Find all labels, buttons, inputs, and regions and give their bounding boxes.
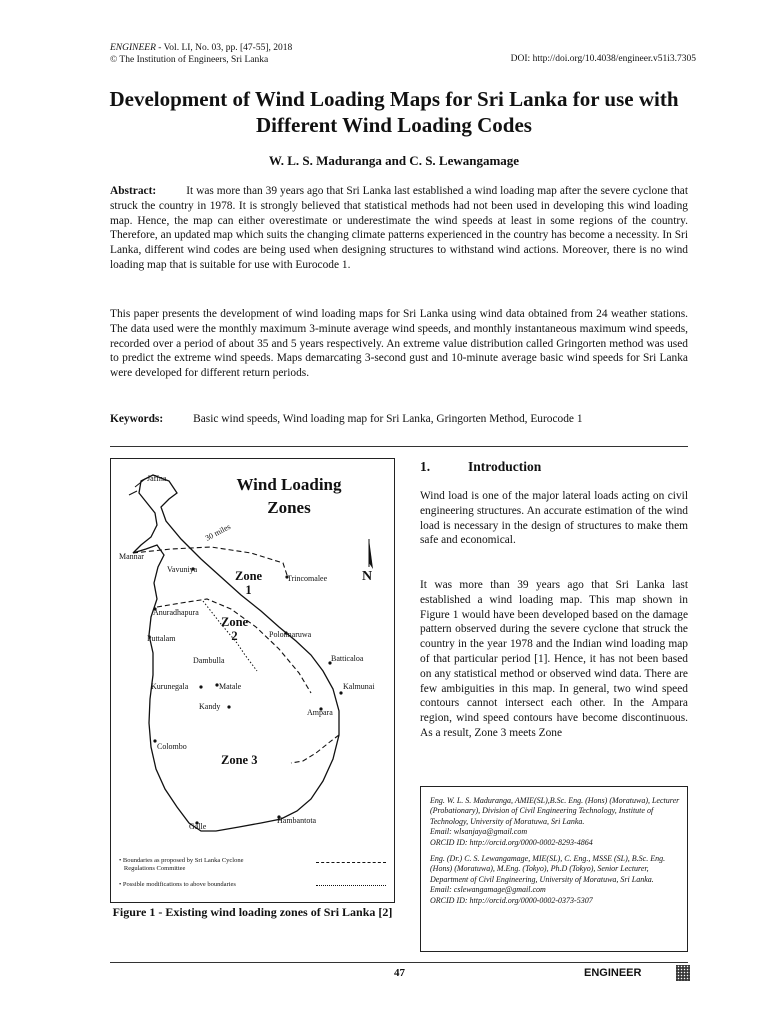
zone-3-label: Zone 3	[221, 753, 258, 767]
affiliation-2: Eng. (Dr.) C. S. Lewangamage, MIE(SL), C. Eng., MSSE (SL), B.Sc. Eng. (Hons) (Moratuwa), M.Eng. (Tokyo), Ph.D (Tokyo), Senior Lecturer, Department of Civil Engineering, University of Moratuwa, Sri Lanka.	[430, 854, 666, 884]
footer-divider	[110, 962, 688, 963]
place-jaffna: Jaffna	[147, 474, 167, 483]
page-number: 47	[394, 967, 405, 979]
keywords	[110, 412, 688, 427]
figure-caption: Figure 1 - Existing wind loading zones of Sri Lanka [2]	[112, 905, 393, 919]
place-kurunegala: Kurunegala	[151, 682, 189, 691]
journal-header	[110, 42, 292, 66]
copyright: © The Institution of Engineers, Sri Lanka	[110, 55, 269, 65]
place-dambulla: Dambulla	[193, 656, 225, 665]
journal-name: ENGINEER	[110, 43, 156, 53]
keywords-text: Basic wind speeds, Wind loading map for Sri Lanka, Gringorten Method, Eurocode 1	[193, 413, 583, 425]
paper-authors: W. L. S. Maduranga and C. S. Lewangamage	[268, 153, 520, 168]
legend-item-modifications: • Possible modifications to above boundaries	[119, 881, 236, 888]
place-markers	[153, 567, 342, 824]
abstract-text: It was more than 39 years ago that Sri Lanka last established a wind loading map after the severe cyclone that struck the country in 1978. It is strongly believed that statistical methods had not been used in developing this wind loading map. Hence, the map can either overestimate or underestimate the wind speeds at least in some regions of the country. Therefore, an updated map which suits the changing climate patterns experienced in the country has become a necessity. In Sri Lanka, different wind codes are being used when designing structures to withstand wind actions. Moreover, there is no wind loading map that is suitable for use with Eurocode 1.	[110, 185, 688, 271]
footer-journal: ENGINEER	[584, 967, 642, 979]
affiliation-1-email[interactable]: Email: wlsanjaya@gmail.com	[430, 827, 528, 837]
figure-title-line-2: Zones	[267, 498, 311, 517]
place-puttalam: Puttalam	[147, 634, 176, 643]
affiliation-2-orcid[interactable]: ORCID ID: http://orcid.org/0000-0002-0373-5307	[430, 895, 593, 905]
place-matale: Matale	[219, 682, 242, 691]
intro-paragraph-1: Wind load is one of the major lateral loads acting on civil engineering structures. An accurate estimation of the wind load is necessary in the design of structures to make them safe and economical.	[420, 490, 688, 547]
zone-boundary-3	[291, 735, 339, 763]
place-kalmunai: Kalmunai	[343, 682, 375, 691]
north-label: N	[362, 569, 373, 584]
affiliation-1: Eng. W. L. S. Maduranga, AMIE(SL),B.Sc. Eng. (Hons) (Moratuwa), Lecturer (Probationary), Division of Civil Engineering Technology, Institute of Technology, University of Moratuwa, Sri Lanka.	[430, 796, 680, 826]
place-trincomalee: Trincomalee	[287, 574, 328, 583]
journal-volume: - Vol. LI, No. 03, pp. [47-55], 2018	[155, 43, 293, 53]
place-batticaloa: Batticaloa	[331, 654, 364, 663]
affiliation-1-orcid[interactable]: ORCID ID: http://orcid.org/0000-0002-8293-4864	[430, 837, 593, 847]
place-colombo: Colombo	[157, 742, 187, 751]
affiliation-2-email[interactable]: Email: cslewangamage@gmail.com	[430, 885, 546, 895]
zone-2-label: Zone 2	[221, 615, 249, 643]
place-vavuniya: Vavuniya	[167, 565, 198, 574]
legend-dashed-line	[316, 862, 386, 863]
paper-title: Development of Wind Loading Maps for Sri Lanka for use with Different Wind Loading Codes	[109, 87, 679, 137]
author-affiliations	[420, 786, 688, 952]
zone-boundary-1	[133, 547, 287, 575]
divider	[110, 446, 688, 447]
place-polonnaruwa: Polonnaruwa	[269, 630, 312, 639]
section-title: Introduction	[468, 459, 542, 474]
abstract-paragraph-2: This paper presents the development of wind loading maps for Sri Lanka using wind data obtained from 24 weather stations. The data used were the monthly maximum 3-minute average wind speeds, and monthly instantaneous maximum wind speeds, recorded over a period of about 35 and 5 years respectively. An extreme value distribution called Gringorten method was used to predict the extreme wind speeds. Maps demarcating 3-second gust and 10-minute average basic wind speeds for Sri Lanka were developed for different return periods.	[110, 308, 688, 380]
place-ampara: Ampara	[307, 708, 333, 717]
figure-title-line-1: Wind Loading	[236, 475, 342, 494]
abstract	[110, 184, 688, 273]
island-outline	[133, 475, 339, 831]
doi-link[interactable]: DOI: http://doi.org/10.4038/engineer.v51i3.7305	[510, 54, 696, 64]
qr-code-icon	[676, 965, 690, 981]
scale-label: 30 miles	[203, 521, 233, 543]
place-kandy: Kandy	[199, 702, 221, 711]
place-hambantota: Hambantota	[277, 816, 317, 825]
intro-paragraph-2: It was more than 39 years ago that Sri Lanka last established a wind loading map. This map shown in Figure 1 would have been developed based on the damage pattern observed during the severe cyclone that struck the country in the year 1978 and the Indian wind loading map of that particular period [1]. Hence, it has not been based on any statistical method or observed wind data. There are few ambiguities in this map. In general, two wind speed contours cannot intersect each other. In the Ampara region, wind speed contours have become discontinuous. As a result, Zone 3 meets Zone	[420, 579, 688, 739]
place-mannar: Mannar	[119, 552, 144, 561]
section-number: 1.	[420, 459, 431, 474]
place-galle: Galle	[189, 822, 207, 831]
legend-item-boundaries: • Boundaries as proposed by Sri Lanka Cyclone Regulations Committee	[119, 857, 244, 872]
sri-lanka-map	[111, 459, 396, 904]
place-anuradhapura: Anuradhapura	[153, 608, 199, 617]
legend-dotted-line	[316, 885, 386, 886]
figure-title	[219, 473, 359, 519]
section-heading	[420, 459, 541, 475]
keywords-label: Keywords:	[110, 413, 164, 425]
zone-1-label: Zone 1	[235, 569, 263, 597]
abstract-label: Abstract:	[110, 185, 157, 197]
figure-1	[110, 458, 395, 903]
